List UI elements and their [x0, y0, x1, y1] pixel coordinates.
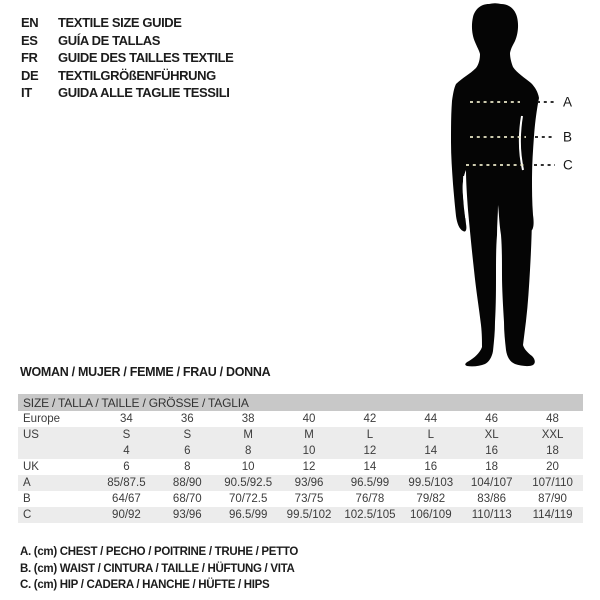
row-label: Europe: [23, 413, 61, 425]
legend-line-hip: C. (cm) HIP / CADERA / HANCHE / HÜFTE / HIPS: [20, 579, 270, 591]
size-value-cell: 90.5/92.5: [224, 477, 273, 489]
size-value-cell: 76/78: [355, 493, 385, 505]
size-value-cell: 99.5/102: [286, 509, 332, 521]
row-label: US: [23, 429, 39, 441]
size-value-cell: 46: [485, 413, 499, 425]
lang-title: TEXTILGRÖßENFÜHRUNG: [58, 67, 216, 83]
size-value-cell: 10: [241, 461, 255, 473]
size-value-cell: S: [122, 429, 131, 441]
size-value-cell: XXL: [541, 429, 564, 441]
row-label: C: [23, 509, 32, 521]
table-row: [18, 427, 583, 443]
marker-label-c: C: [563, 157, 573, 173]
marker-label-b: B: [563, 129, 573, 145]
size-value-cell: 34: [120, 413, 133, 425]
size-value-cell: 70/72.5: [229, 493, 268, 505]
size-value-cell: 18: [485, 461, 499, 473]
language-title-list: [21, 14, 233, 102]
size-value-cell: 93/96: [294, 477, 324, 489]
size-table: [18, 394, 583, 523]
size-value-cell: 110/113: [471, 509, 512, 521]
size-value-cell: 16: [485, 445, 499, 457]
size-value-cell: XL: [484, 429, 499, 441]
size-value-cell: 14: [424, 445, 438, 457]
size-value-cell: 6: [123, 461, 130, 473]
size-value-cell: M: [243, 429, 253, 441]
marker-label-a: A: [563, 94, 573, 110]
size-value-cell: 38: [241, 413, 255, 425]
size-value-cell: 96.5/99: [229, 509, 268, 521]
legend-line-waist: B. (cm) WAIST / CINTURA / TAILLE / HÜFTUNG / VITA: [20, 562, 295, 575]
size-value-cell: 12: [302, 461, 316, 473]
lang-title: GUIDA ALLE TAGLIE TESSILI: [58, 85, 230, 101]
size-value-cell: 93/96: [172, 509, 202, 521]
table-row: [18, 443, 583, 459]
size-value-cell: 73/75: [294, 493, 324, 505]
row-label: B: [23, 493, 31, 505]
table-row: [18, 507, 583, 523]
row-label: A: [23, 477, 31, 489]
size-value-cell: 12: [363, 445, 377, 457]
row-label: UK: [23, 461, 39, 473]
size-value-cell: 16: [424, 461, 438, 473]
lang-code: EN: [21, 15, 39, 31]
size-value-cell: 79/82: [416, 493, 446, 505]
size-value-cell: 8: [184, 461, 191, 473]
size-value-cell: 20: [546, 461, 559, 473]
size-value-cell: 83/86: [477, 493, 507, 505]
table-row: [18, 491, 583, 507]
lang-title: GUÍA DE TALLAS: [58, 32, 161, 48]
size-value-cell: 18: [546, 445, 559, 457]
lang-row-it: [21, 84, 233, 102]
table-row: [18, 459, 583, 475]
lang-code: DE: [21, 67, 39, 83]
lang-row-fr: [21, 49, 233, 67]
lang-title: TEXTILE SIZE GUIDE: [58, 15, 182, 31]
size-value-cell: 96.5/99: [350, 477, 390, 489]
lang-code: ES: [21, 32, 38, 48]
size-value-cell: 104/107: [470, 477, 513, 489]
table-row: [18, 475, 583, 491]
size-value-cell: M: [304, 429, 314, 441]
size-table-header: SIZE / TALLA / TAILLE / GRÖSSE / TAGLIA: [18, 394, 583, 411]
size-value-cell: 4: [123, 445, 130, 457]
size-value-cell: 40: [302, 413, 316, 425]
table-row: [18, 411, 583, 427]
size-value-cell: 6: [184, 445, 191, 457]
size-value-cell: 87/90: [538, 493, 567, 505]
size-value-cell: S: [183, 429, 192, 441]
section-title-woman: WOMAN / MUJER / FEMME / FRAU / DONNA: [20, 365, 271, 379]
size-value-cell: 107/110: [532, 477, 573, 489]
legend-line-chest: A. (cm) CHEST / PECHO / POITRINE / TRUHE / PETTO: [20, 546, 299, 558]
size-value-cell: 68/70: [172, 493, 202, 505]
lang-row-en: [21, 14, 233, 32]
size-value-cell: 64/67: [112, 493, 141, 505]
size-value-cell: 85/87.5: [107, 477, 146, 489]
lang-row-de: [21, 67, 233, 85]
lang-row-es: [21, 32, 233, 50]
size-value-cell: 102.5/105: [344, 509, 396, 521]
size-value-cell: 44: [424, 413, 438, 425]
size-value-cell: 10: [302, 445, 316, 457]
size-value-cell: L: [427, 429, 435, 441]
size-value-cell: 88/90: [172, 477, 202, 489]
size-value-cell: 8: [244, 445, 252, 457]
size-value-cell: 42: [363, 413, 377, 425]
size-value-cell: 14: [363, 461, 377, 473]
lang-code: FR: [21, 50, 38, 66]
size-value-cell: 48: [546, 413, 559, 425]
lang-code: IT: [21, 85, 32, 101]
lang-title: GUIDE DES TAILLES TEXTILE: [58, 50, 234, 66]
size-value-cell: 106/109: [410, 509, 452, 521]
woman-silhouette-figure: [422, 0, 600, 380]
size-value-cell: L: [366, 429, 374, 441]
size-value-cell: 99.5/103: [408, 477, 454, 489]
size-value-cell: 114/119: [532, 509, 573, 521]
measurement-legend: [20, 544, 298, 594]
size-table-body: [18, 411, 583, 523]
size-value-cell: 90/92: [112, 509, 141, 521]
size-value-cell: 36: [180, 413, 194, 425]
